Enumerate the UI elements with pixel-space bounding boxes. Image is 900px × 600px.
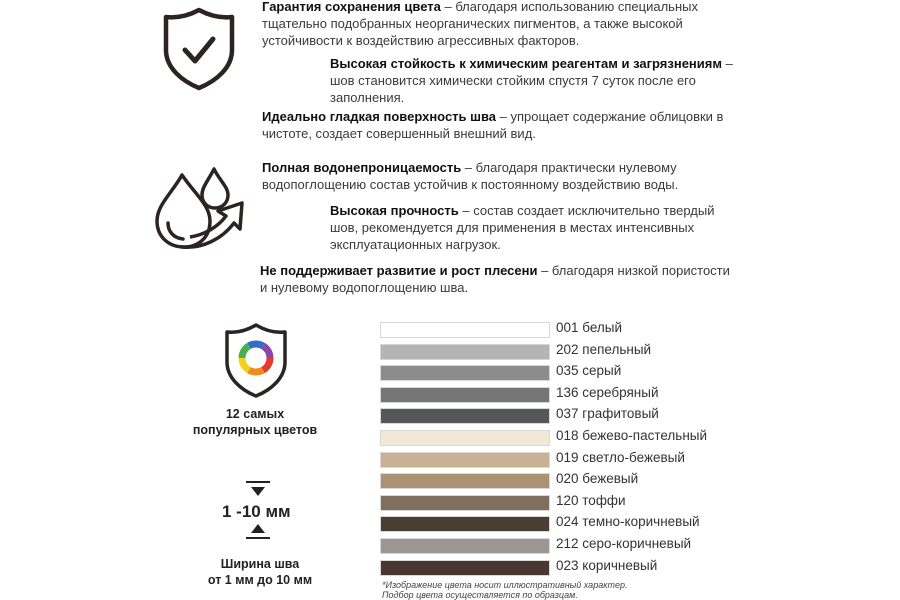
color-swatch — [380, 430, 550, 446]
feature-high-strength — [330, 202, 730, 253]
swatch-row — [380, 344, 860, 360]
swatch-label: 019 светло-бежевый — [556, 450, 685, 465]
swatch-row — [380, 408, 860, 424]
color-swatch — [380, 344, 550, 360]
color-swatch — [380, 408, 550, 424]
swatch-label: 020 бежевый — [556, 471, 639, 486]
swatch-row — [380, 516, 860, 532]
swatch-label: 120 тоффи — [556, 493, 626, 508]
swatch-row — [380, 452, 860, 468]
feature-text: – шов становится химически стойким спустя 7 суток после его заполнения. — [330, 56, 733, 105]
swatch-label: 037 графитовый — [556, 406, 659, 421]
color-swatch — [380, 473, 550, 489]
swatch-label: 018 бежево-пастельный — [556, 428, 708, 443]
swatch-label: 212 серо-коричневый — [556, 536, 692, 551]
swatch-label: 001 белый — [556, 320, 623, 335]
swatch-label: 136 серебряный — [556, 385, 659, 400]
feature-smooth-surface — [262, 108, 732, 142]
feature-text: – благодаря практически нулевому водопоглощению состав устойчив к постоянному воздействию воды. — [262, 160, 679, 192]
color-swatch — [380, 365, 550, 381]
color-swatch — [380, 560, 550, 576]
color-wheel-shield-icon — [222, 322, 290, 400]
feature-title: Полная водонепроницаемость — [262, 160, 462, 175]
joint-width-caption — [180, 556, 340, 588]
feature-title: Идеально гладкая поверхность шва — [262, 109, 497, 124]
feature-text: – упрощает содержание облицовки в чистоте, создает совершенный внешний вид. — [262, 109, 724, 141]
illustration-note — [382, 580, 628, 600]
swatch-label: 202 пепельный — [556, 342, 652, 357]
water-drops-icon — [152, 165, 244, 253]
swatch-row — [380, 473, 860, 489]
swatch-label: 023 коричневый — [556, 558, 658, 573]
swatch-row — [380, 495, 860, 511]
color-swatch — [380, 495, 550, 511]
color-swatch — [380, 538, 550, 554]
joint-width-value: 1 -10 мм — [222, 502, 291, 521]
feature-color-guarantee — [262, 0, 742, 49]
feature-title: Не поддерживает развитие и рост плесени — [260, 263, 538, 278]
feature-chemical-resistance — [330, 55, 760, 106]
note-line2: Подбор цвета осуществляется по образцам. — [382, 590, 578, 600]
color-swatch — [380, 322, 550, 338]
feature-text: – состав создает исключительно твердый шов, рекомендуется для применения в местах интенсивных эксплуатационных нагрузок. — [330, 203, 715, 252]
colors-caption-line2: популярных цветов — [192, 423, 318, 437]
swatch-label: 035 серый — [556, 363, 622, 378]
feature-title: Высокая стойкость к химическим реагентам и загрязнениям — [330, 56, 722, 71]
swatch-row — [380, 322, 860, 338]
colors-caption — [170, 406, 340, 438]
swatch-row — [380, 538, 860, 554]
swatch-row — [380, 387, 860, 403]
swatch-row — [380, 560, 860, 576]
note-line1: *Изображение цвета носит иллюстративный характер. — [382, 580, 628, 590]
feature-text: – благодаря использованию специальных тщательно подобранных неорганических пигментов, а также высокой устойчивости к воздействию агрессивных факторов. — [262, 0, 698, 48]
color-swatch — [380, 387, 550, 403]
feature-title: Высокая прочность — [330, 203, 459, 218]
feature-waterproof — [262, 159, 692, 193]
swatch-row — [380, 430, 860, 446]
feature-title: Гарантия сохранения цвета — [262, 0, 441, 14]
joint-width-line1: Ширина шва — [220, 557, 300, 571]
swatch-label: 024 темно-коричневый — [556, 514, 700, 529]
shield-check-icon — [160, 6, 238, 92]
feature-mold-resistance — [260, 262, 740, 296]
feature-text: – благодаря низкой пористости и нулевому водопоглощению шва. — [260, 263, 730, 295]
color-swatch — [380, 516, 550, 532]
swatch-row — [380, 365, 860, 381]
colors-caption-line1: 12 самых — [225, 407, 285, 421]
color-swatch — [380, 452, 550, 468]
joint-width-line2: от 1 мм до 10 мм — [207, 573, 313, 587]
